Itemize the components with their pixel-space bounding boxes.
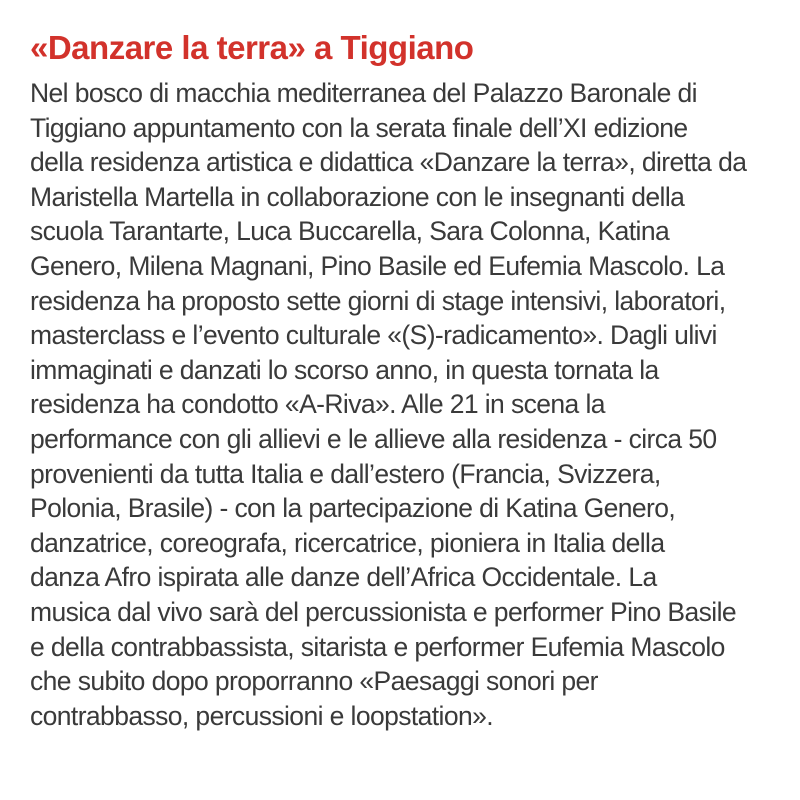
body-line: residenza ha condotto «A-Riva». Alle 21 in scena la	[30, 389, 605, 420]
body-line: danza Afro ispirata alle danze dell’Africa Occidentale. La	[30, 562, 657, 593]
body-line: musica dal vivo sarà del percussionista e performer Pino Basile	[30, 596, 737, 627]
body-line: residenza ha proposto sette giorni di stage intensivi, laboratori,	[30, 285, 726, 316]
body-line: masterclass e l’evento culturale «(S)-radicamento». Dagli ulivi	[30, 320, 717, 351]
body-line: scuola Tarantarte, Luca Buccarella, Sara Colonna, Katina	[30, 216, 670, 247]
body-line: Maristella Martella in collaborazione con le insegnanti della	[30, 181, 685, 212]
article	[30, 28, 790, 733]
body-line: performance con gli allievi e le allieve alla residenza - circa 50	[30, 423, 717, 454]
body-line: Polonia, Brasile) - con la partecipazione di Katina Genero,	[30, 493, 676, 524]
body-line: che subito dopo proporranno «Paesaggi sonori per	[30, 666, 598, 697]
body-line: provenienti da tutta Italia e dall’estero (Francia, Svizzera,	[30, 458, 661, 489]
body-line: della residenza artistica e didattica «Danzare la terra», diretta da	[30, 147, 747, 178]
article-body	[30, 76, 790, 733]
body-line: e della contrabbassista, sitarista e performer Eufemia Mascolo	[30, 631, 725, 662]
body-line: Nel bosco di macchia mediterranea del Palazzo Baronale di	[30, 78, 697, 108]
body-line: Tiggiano appuntamento con la serata finale dell’XI edizione	[30, 112, 688, 143]
body-line: contrabbasso, percussioni e loopstation».	[30, 700, 494, 731]
body-line: Genero, Milena Magnani, Pino Basile ed Eufemia Mascolo. La	[30, 250, 725, 281]
body-line: immaginati e danzati lo scorso anno, in questa tornata la	[30, 354, 659, 385]
article-headline: «Danzare la terra» a Tiggiano	[30, 29, 474, 66]
body-line: danzatrice, coreografa, ricercatrice, pioniera in Italia della	[30, 527, 665, 558]
